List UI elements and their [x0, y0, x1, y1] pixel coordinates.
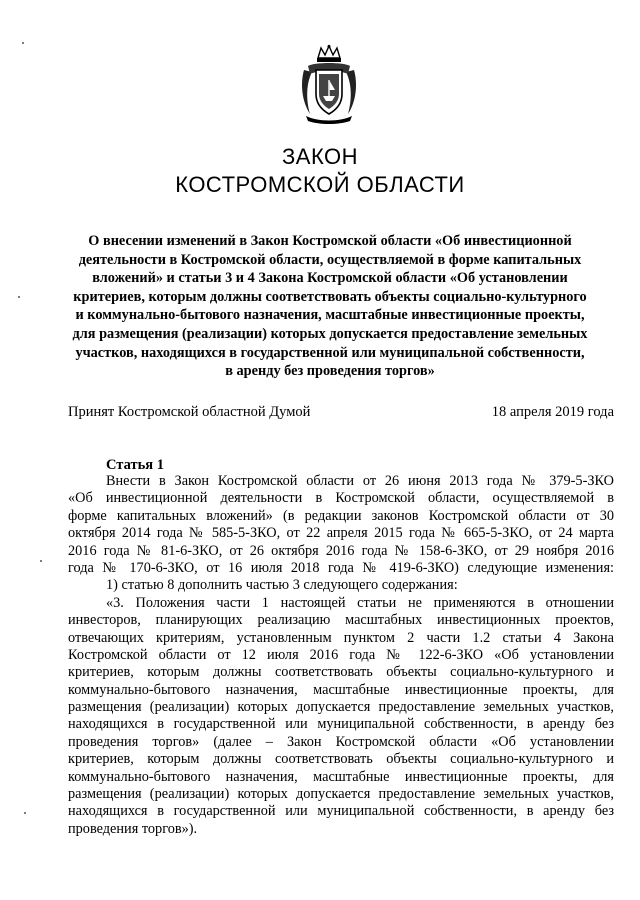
body-line: 2016 года № 81-6-ЗКО, от 26 октября 2016 года № 158-6-ЗКО, от 29 ноября 2016 — [68, 542, 614, 559]
subject-line: для размещения (реализации) которых допускается предоставление земельных — [72, 325, 588, 342]
adopted-by: Принят Костромской областной Думой — [68, 404, 311, 420]
scan-speck — [40, 560, 42, 562]
body-line: 1) статью 8 дополнить частью 3 следующего содержания: — [106, 577, 458, 594]
coat-of-arms-icon — [296, 44, 362, 126]
body-line: октября 2014 года № 585-5-ЗКО, от 22 апреля 2015 года № 665-5-ЗКО, от 24 марта — [68, 525, 614, 542]
scan-speck — [18, 296, 20, 298]
adoption-date: 18 апреля 2019 года — [491, 404, 614, 420]
body-line: Внести в Закон Костромской области от 26 июня 2013 года № 379-5-ЗКО — [106, 473, 614, 489]
law-subject — [68, 232, 592, 381]
article-body — [68, 473, 614, 838]
body-line: коммунально-бытового назначения, масштабные инвестиционные проекты, для — [68, 681, 614, 698]
body-line: «3. Положения части 1 настоящей статьи не применяются в отношении — [106, 594, 614, 611]
body-line: критериев, которым должны соответствовать объекты социально-культурного и — [68, 664, 614, 681]
body-line: находящихся в государственной или муниципальной собственности, в аренду без — [68, 716, 614, 733]
subject-line: деятельности в Костромской области, осуществляемой в форме капитальных — [78, 251, 582, 268]
law-title — [0, 143, 640, 199]
subject-line: критериев, которым должны соответствовать объекты социально-культурного — [73, 288, 587, 305]
body-line: отвечающих критериям, установленным пунктом 2 части 1.2 статьи 4 Закона — [68, 629, 614, 646]
scan-speck — [22, 42, 24, 44]
subject-line: О внесении изменений в Закон Костромской области «Об инвестиционной — [88, 233, 572, 249]
body-line: коммунально-бытового назначения, масштабные инвестиционные проекты, для — [68, 768, 614, 785]
law-title-line: ЗАКОН — [281, 144, 359, 169]
body-line: инвесторов, планирующих реализацию масштабных инвестиционных проектов, — [68, 612, 614, 629]
body-line: проведения торгов» (далее – Закон Костромской области «Об установлении — [68, 733, 614, 750]
body-line: Костромской области от 12 июля 2016 года № 122-6-ЗКО «Об установлении — [68, 646, 614, 663]
body-line: года № 170-6-ЗКО, от 16 июля 2018 года № 419-6-ЗКО) следующие изменения: — [68, 559, 614, 576]
scan-speck — [24, 812, 26, 814]
subject-line: и коммунально-бытового назначения, масштабные инвестиционные проекты, — [75, 307, 585, 324]
body-line: проведения торгов»). — [68, 820, 198, 837]
subject-line: участков, находящихся в государственной или муниципальной собственности, — [75, 344, 585, 361]
body-line: размещения (реализации) которых допускается предоставление земельных участков, — [68, 699, 614, 716]
body-line: критериев, которым должны соответствовать объекты социально-культурного и — [68, 751, 614, 768]
body-line: размещения (реализации) которых допускается предоставление земельных участков, — [68, 786, 614, 803]
subject-line: в аренду без проведения торгов» — [225, 363, 435, 380]
body-line: находящихся в государственной или муниципальной собственности, в аренду без — [68, 803, 614, 820]
subject-line: вложений» и статьи 3 и 4 Закона Костромской области «Об установлении — [92, 270, 568, 287]
body-line: форме капитальных вложений» (в редакции законов Костромской области от 30 — [68, 507, 614, 524]
article-heading: Статья 1 — [106, 457, 164, 473]
body-line: «Об инвестиционной деятельности в Костромской области, осуществляемой в — [68, 490, 614, 507]
law-title-line: КОСТРОМСКОЙ ОБЛАСТИ — [175, 172, 465, 197]
